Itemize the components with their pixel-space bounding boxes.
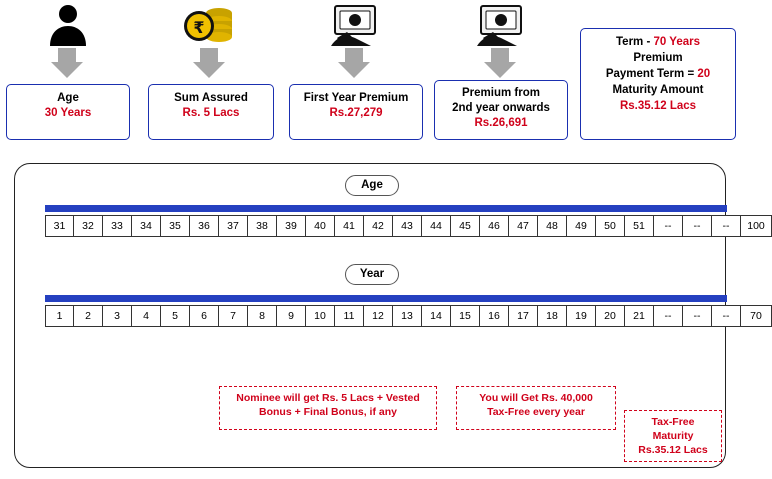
age-cell: 31 bbox=[45, 215, 74, 237]
year-cell: 21 bbox=[625, 305, 654, 327]
maturity-callout-line3: Rs.35.12 Lacs bbox=[638, 444, 708, 456]
annual-payout-line1: You will Get Rs. 40,000 bbox=[479, 392, 593, 404]
summary-box bbox=[580, 28, 736, 140]
age-cell: 41 bbox=[335, 215, 364, 237]
maturity-amount-value: Rs.35.12 Lacs bbox=[619, 100, 697, 112]
age-cell-row bbox=[45, 215, 772, 237]
age-cell: 51 bbox=[625, 215, 654, 237]
year-cell: 15 bbox=[451, 305, 480, 327]
year-cell: 16 bbox=[480, 305, 509, 327]
age-cell: 47 bbox=[509, 215, 538, 237]
year-cell: 10 bbox=[306, 305, 335, 327]
age-cell: 34 bbox=[132, 215, 161, 237]
timeline-panel bbox=[14, 163, 765, 468]
cash-hand-icon bbox=[320, 2, 390, 48]
year-cell: 7 bbox=[219, 305, 248, 327]
year-cell: 8 bbox=[248, 305, 277, 327]
year-cell: 1 bbox=[45, 305, 74, 327]
first-year-premium-box bbox=[289, 84, 423, 140]
annual-payout-callout bbox=[456, 386, 616, 430]
recurring-premium-box bbox=[434, 80, 568, 140]
age-cell: -- bbox=[654, 215, 683, 237]
year-blue-bar bbox=[45, 295, 727, 302]
term-label: Term - bbox=[616, 36, 654, 48]
year-cell: -- bbox=[712, 305, 741, 327]
svg-text:₹: ₹ bbox=[193, 18, 205, 37]
nominee-callout-line2: Bonus + Final Bonus, if any bbox=[259, 406, 397, 418]
age-cell: 48 bbox=[538, 215, 567, 237]
cash-hand-icon-2 bbox=[466, 2, 536, 48]
sum-assured-label: Sum Assured bbox=[174, 92, 248, 104]
age-cell: 33 bbox=[103, 215, 132, 237]
year-cell: 13 bbox=[393, 305, 422, 327]
first-year-premium-label: First Year Premium bbox=[303, 92, 409, 104]
recurring-premium-label-line2: 2nd year onwards bbox=[452, 102, 550, 114]
year-cell: 2 bbox=[74, 305, 103, 327]
age-cell: 50 bbox=[596, 215, 625, 237]
age-box-label: Age bbox=[57, 92, 79, 104]
age-cell: 45 bbox=[451, 215, 480, 237]
term-value: 70 Years bbox=[653, 36, 700, 48]
age-cell: 42 bbox=[364, 215, 393, 237]
first-year-premium-value: Rs.27,279 bbox=[329, 107, 383, 119]
premium-label: Premium bbox=[633, 52, 683, 64]
maturity-callout bbox=[624, 410, 722, 462]
year-pill: Year bbox=[345, 264, 399, 285]
year-cell: 17 bbox=[509, 305, 538, 327]
sum-assured-box bbox=[148, 84, 274, 140]
year-cell: -- bbox=[654, 305, 683, 327]
sum-assured-value: Rs. 5 Lacs bbox=[182, 107, 240, 119]
age-cell: -- bbox=[712, 215, 741, 237]
year-cell: 11 bbox=[335, 305, 364, 327]
year-cell: -- bbox=[683, 305, 712, 327]
payment-term-label: Payment Term = bbox=[605, 68, 698, 80]
age-pill: Age bbox=[345, 175, 399, 196]
year-cell: 3 bbox=[103, 305, 132, 327]
nominee-callout-line1: Nominee will get Rs. 5 Lacs + Vested bbox=[236, 392, 420, 404]
year-cell: 70 bbox=[741, 305, 772, 327]
age-cell: 43 bbox=[393, 215, 422, 237]
age-cell: 44 bbox=[422, 215, 451, 237]
age-box-value: 30 Years bbox=[44, 107, 92, 119]
person-icon bbox=[33, 2, 103, 48]
age-cell: 40 bbox=[306, 215, 335, 237]
maturity-callout-line1: Tax-Free bbox=[651, 416, 695, 428]
age-cell: 39 bbox=[277, 215, 306, 237]
payment-term-value: 20 bbox=[697, 68, 711, 80]
age-box bbox=[6, 84, 130, 140]
year-cell: 14 bbox=[422, 305, 451, 327]
recurring-premium-label-line1: Premium from bbox=[462, 87, 540, 99]
age-cell: 37 bbox=[219, 215, 248, 237]
year-cell: 4 bbox=[132, 305, 161, 327]
year-cell-row bbox=[45, 305, 772, 327]
year-cell: 20 bbox=[596, 305, 625, 327]
age-blue-bar bbox=[45, 205, 727, 212]
term-row bbox=[581, 34, 735, 50]
maturity-amount-label: Maturity Amount bbox=[612, 84, 704, 96]
annual-payout-line2: Tax-Free every year bbox=[487, 406, 585, 418]
year-cell: 12 bbox=[364, 305, 393, 327]
year-cell: 19 bbox=[567, 305, 596, 327]
nominee-callout bbox=[219, 386, 437, 430]
age-cell: 35 bbox=[161, 215, 190, 237]
year-cell: 18 bbox=[538, 305, 567, 327]
maturity-callout-line2: Maturity bbox=[652, 430, 694, 442]
age-cell: 32 bbox=[74, 215, 103, 237]
age-cell: 46 bbox=[480, 215, 509, 237]
rupee-coins-icon bbox=[175, 2, 245, 48]
year-cell: 6 bbox=[190, 305, 219, 327]
age-cell: 38 bbox=[248, 215, 277, 237]
year-cell: 5 bbox=[161, 305, 190, 327]
payment-term-row bbox=[581, 66, 735, 82]
age-cell: 36 bbox=[190, 215, 219, 237]
age-cell: 49 bbox=[567, 215, 596, 237]
recurring-premium-value: Rs.26,691 bbox=[474, 117, 528, 129]
age-cell: -- bbox=[683, 215, 712, 237]
age-cell: 100 bbox=[741, 215, 772, 237]
year-cell: 9 bbox=[277, 305, 306, 327]
